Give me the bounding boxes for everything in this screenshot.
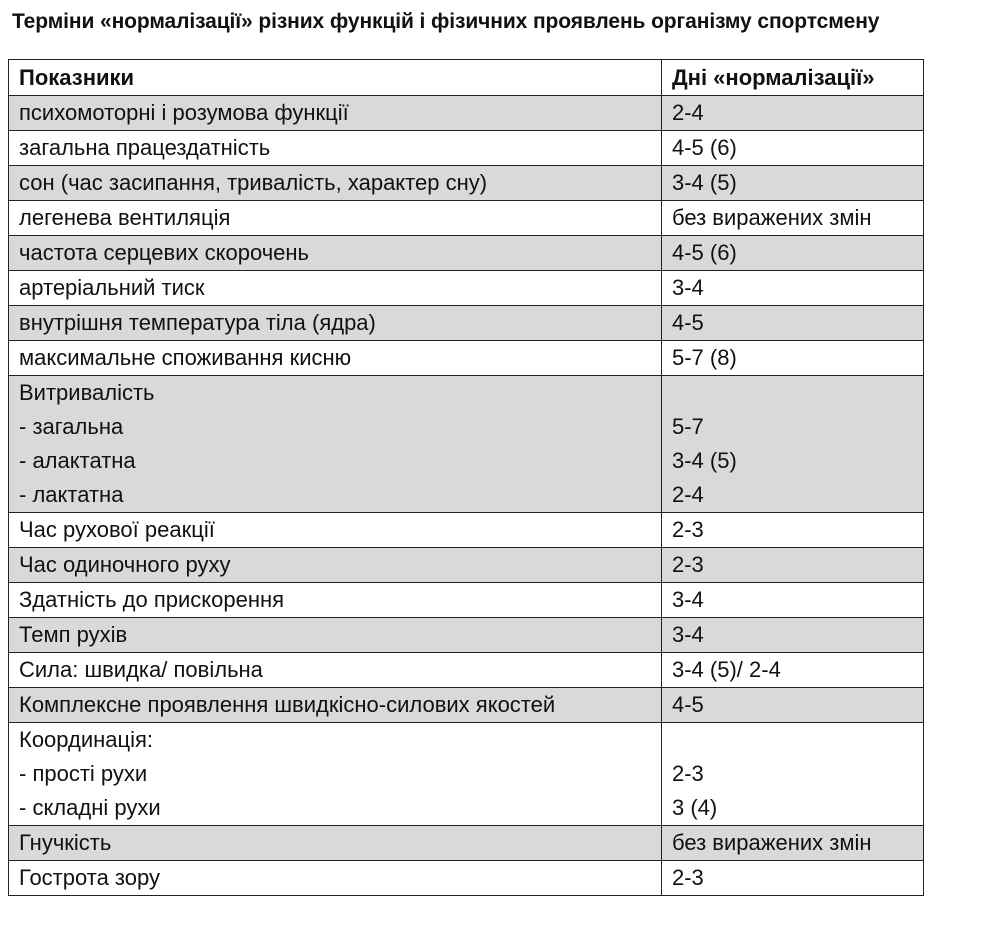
days-cell: 2-3 [662, 548, 924, 583]
indicator-cell [9, 376, 662, 513]
table-header-row [9, 60, 924, 96]
table-row [9, 131, 924, 166]
indicator-cell: Гострота зору [9, 861, 662, 896]
column-header-indicators: Показники [9, 60, 662, 96]
indicator-cell: загальна працездатність [9, 131, 662, 166]
days-cell: 3-4 [662, 271, 924, 306]
indicator-cell: Здатність до прискорення [9, 583, 662, 618]
table-row [9, 201, 924, 236]
days-cell: 4-5 (6) [662, 131, 924, 166]
indicator-cell: психомоторні і розумова функції [9, 96, 662, 131]
indicator-cell: Час одиночного руху [9, 548, 662, 583]
indicator-cell: Сила: швидка/ повільна [9, 653, 662, 688]
column-header-days: Дні «нормалізації» [662, 60, 924, 96]
table-row [9, 341, 924, 376]
days-cell: 3-4 (5)/ 2-4 [662, 653, 924, 688]
indicator-cell: легенева вентиляція [9, 201, 662, 236]
days-cell: 2-4 [662, 96, 924, 131]
table-row [9, 653, 924, 688]
days-cell: 2-3 [662, 861, 924, 896]
indicator-line: - загальна [19, 414, 124, 439]
table-row [9, 723, 924, 826]
days-cell: 3-4 [662, 583, 924, 618]
indicator-line: - алактатна [19, 448, 136, 473]
days-cell: 3-4 (5) [662, 166, 924, 201]
days-cell [662, 723, 924, 826]
table-title: Терміни «нормалізації» різних функцій і фізичних проявлень організму спортсмену [12, 10, 880, 33]
table-row [9, 236, 924, 271]
indicator-line: Координація: [19, 727, 154, 752]
days-cell: 2-3 [662, 513, 924, 548]
indicator-line: - лактатна [19, 482, 124, 507]
table-row [9, 861, 924, 896]
table-row [9, 583, 924, 618]
indicator-cell: Комплексне проявлення швидкісно-силових якостей [9, 688, 662, 723]
indicator-cell: максимальне споживання кисню [9, 341, 662, 376]
days-cell: 4-5 [662, 688, 924, 723]
days-cell: 4-5 (6) [662, 236, 924, 271]
indicator-line: - складні рухи [19, 795, 161, 820]
indicator-cell: внутрішня температура тіла (ядра) [9, 306, 662, 341]
days-cell: 5-7 (8) [662, 341, 924, 376]
indicator-cell: частота серцевих скорочень [9, 236, 662, 271]
table-row [9, 166, 924, 201]
days-line [672, 723, 923, 757]
indicator-cell: сон (час засипання, тривалість, характер сну) [9, 166, 662, 201]
indicator-cell: артеріальний тиск [9, 271, 662, 306]
days-line [672, 376, 923, 410]
days-cell: без виражених змін [662, 201, 924, 236]
table-row [9, 376, 924, 513]
days-line: 5-7 [672, 414, 704, 439]
indicator-cell: Гнучкість [9, 826, 662, 861]
days-line: 2-4 [672, 482, 704, 507]
indicator-line: Витривалість [19, 380, 155, 405]
days-line: 2-3 [672, 761, 704, 786]
table-row [9, 826, 924, 861]
table-row [9, 618, 924, 653]
indicator-cell: Час рухової реакції [9, 513, 662, 548]
days-line: 3-4 (5) [672, 448, 737, 473]
days-line: 3 (4) [672, 795, 718, 820]
days-cell [662, 376, 924, 513]
days-cell: 3-4 [662, 618, 924, 653]
days-cell: 4-5 [662, 306, 924, 341]
days-cell: без виражених змін [662, 826, 924, 861]
table-row [9, 548, 924, 583]
indicator-cell: Темп рухів [9, 618, 662, 653]
indicator-cell [9, 723, 662, 826]
indicator-line: - прості рухи [19, 761, 148, 786]
table-row [9, 513, 924, 548]
table-row [9, 96, 924, 131]
table-row [9, 306, 924, 341]
normalization-table [8, 59, 924, 896]
table-row [9, 271, 924, 306]
table-row [9, 688, 924, 723]
